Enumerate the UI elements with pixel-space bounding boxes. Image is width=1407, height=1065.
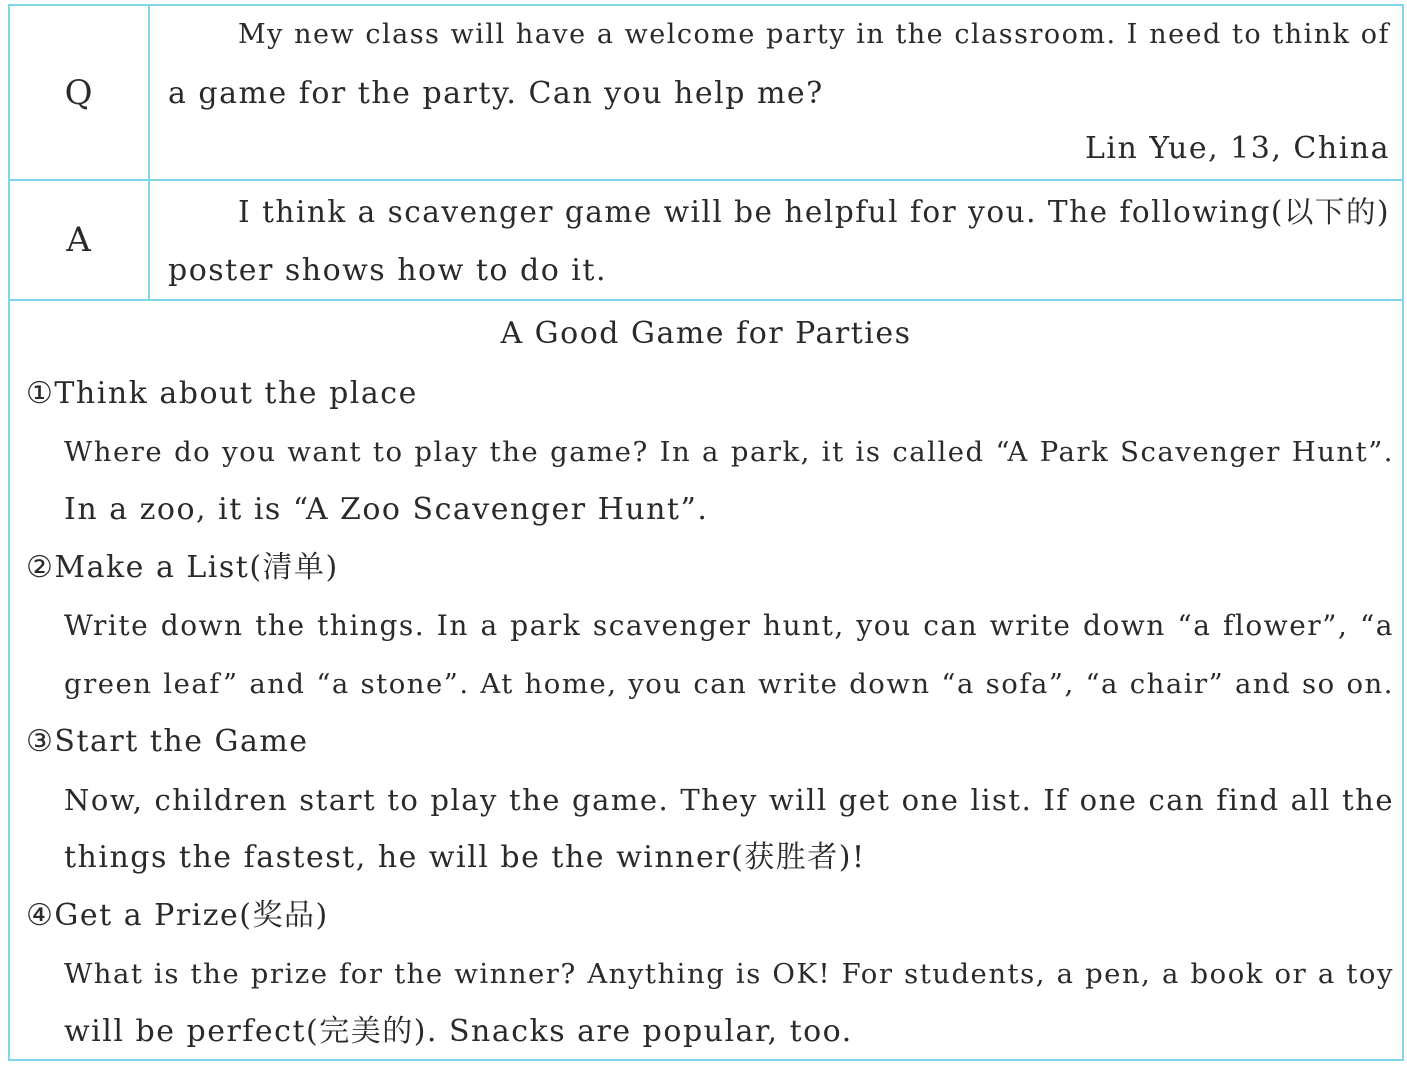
question-line: a game for the party. Can you help me? xyxy=(168,76,824,111)
step-line: What is the prize for the winner? Anything is OK! For students, a pen, a book or a toy xyxy=(64,958,1394,990)
question-label: Q xyxy=(10,6,150,179)
answer-label: A xyxy=(10,181,150,299)
question-line: My new class will have a welcome party in the classroom. I need to think of xyxy=(238,19,1390,50)
step-line: Where do you want to play the game? In a park, it is called “A Park Scavenger Hunt”. xyxy=(64,436,1394,468)
step-line: In a zoo, it is “A Zoo Scavenger Hunt”. xyxy=(64,492,709,527)
step-line: Now, children start to play the game. They will get one list. If one can find all the xyxy=(64,783,1394,817)
question-row xyxy=(10,6,1402,181)
step-line: will be perfect(完美的). Snacks are popular, too. xyxy=(64,1014,853,1049)
answer-line: poster shows how to do it. xyxy=(168,253,607,288)
step-line: green leaf” and “a stone”. At home, you can write down “a sofa”, “a chair” and so on. xyxy=(64,668,1394,700)
poster-title: A Good Game for Parties xyxy=(500,316,912,351)
step-heading: ③Start the Game xyxy=(26,724,309,759)
poster xyxy=(10,301,1402,1059)
step-line: Write down the things. In a park scavenger hunt, you can write down “a flower”, “a xyxy=(64,609,1394,642)
question-signature: Lin Yue, 13, China xyxy=(1084,131,1390,166)
question-text xyxy=(168,6,1390,179)
step-heading: ②Make a List(清单) xyxy=(26,550,339,585)
reading-passage-table xyxy=(8,4,1404,1061)
step-line: things the fastest, he will be the winner(获胜者)! xyxy=(64,840,866,875)
answer-line: I think a scavenger game will be helpful for you. The following(以下的) xyxy=(238,195,1390,229)
answer-row xyxy=(10,181,1402,301)
step-heading: ①Think about the place xyxy=(26,376,418,411)
answer-text xyxy=(168,181,1390,299)
step-heading: ④Get a Prize(奖品) xyxy=(26,898,329,933)
